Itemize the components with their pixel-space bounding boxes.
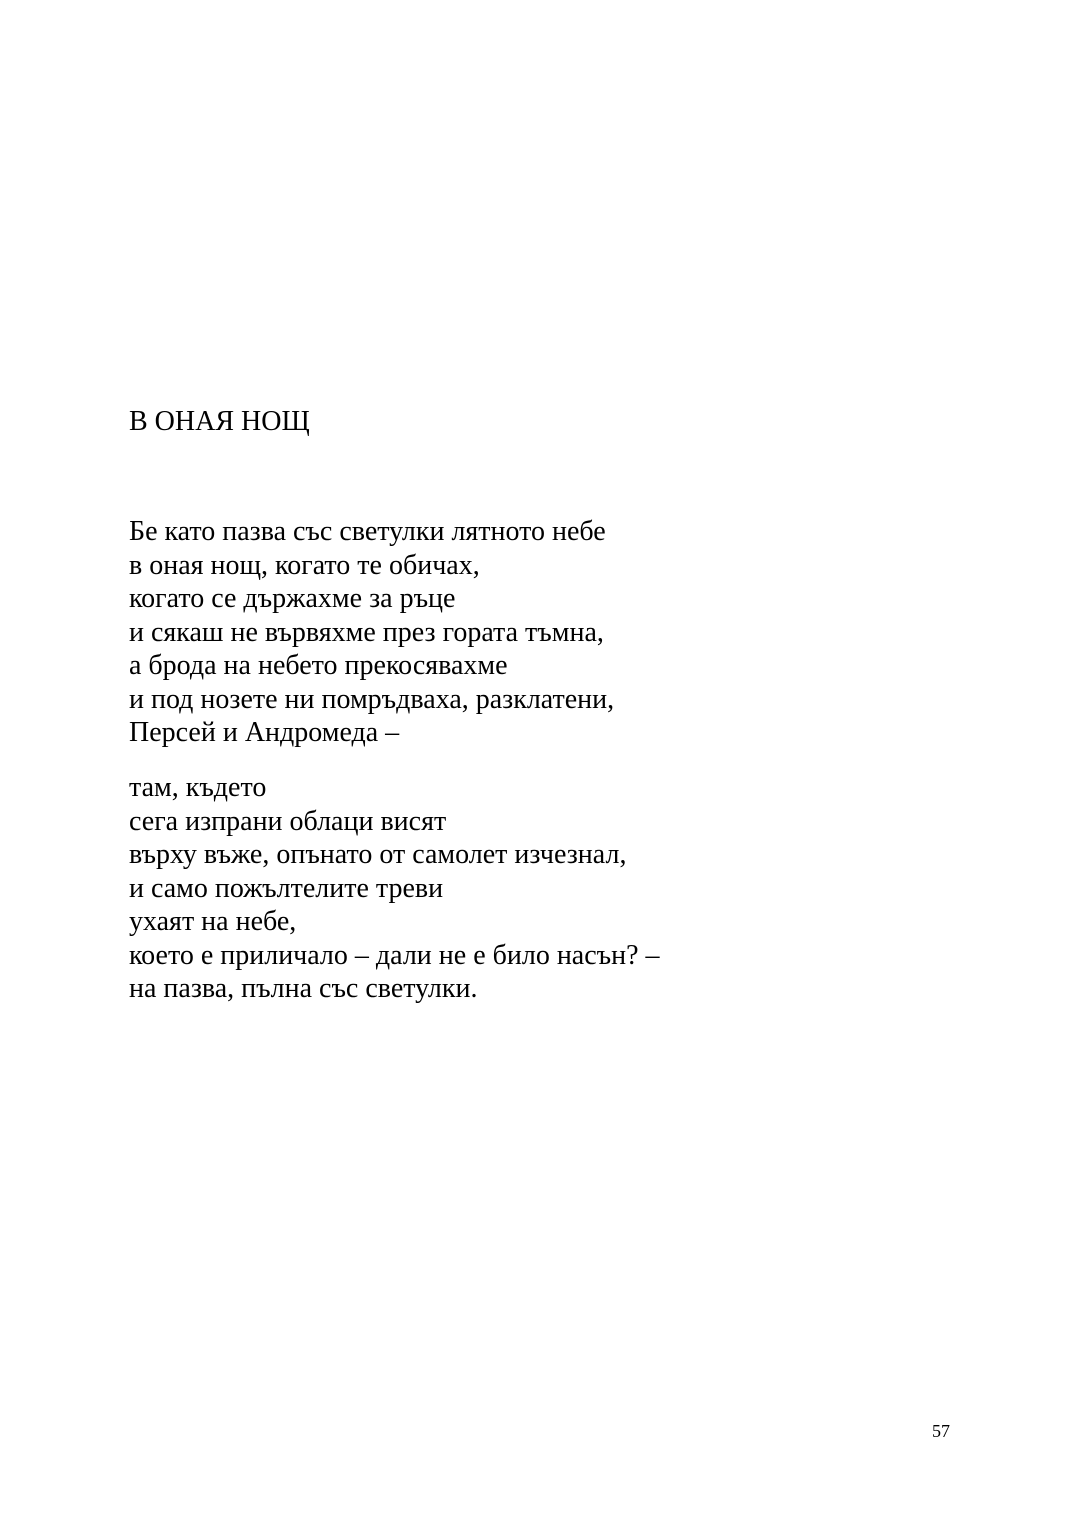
poem-line: Персей и Андромеда –: [129, 717, 400, 748]
poem-line: и сякаш не вървяхме през гората тъмна,: [129, 616, 604, 648]
poem-line: в оная нощ, когато те обичах,: [129, 549, 480, 581]
poem-line: и само пожълтелите треви: [129, 872, 444, 904]
poem-line: Бе като пазва със светулки лятното небе: [129, 516, 606, 547]
poem-line: на пазва, пълна със светулки.: [129, 973, 478, 1004]
stanza-2: [129, 771, 660, 1006]
stanza-1: [129, 515, 614, 750]
poem-line: там, където: [129, 772, 267, 803]
poem-line: което е приличало – дали не е било насън? –: [129, 939, 660, 971]
poem-line: върху въже, опънато от самолет изчезнал,: [129, 839, 627, 870]
poem-line: сега изпрани облаци висят: [129, 805, 447, 837]
poem-line: а брода на небето прекосявахме: [129, 650, 508, 681]
poem-title: В ОНАЯ НОЩ: [129, 406, 310, 437]
poem-line: когато се държахме за ръце: [129, 583, 456, 614]
poem-line: ухаят на небе,: [129, 906, 297, 937]
page-number: 57: [932, 1421, 950, 1441]
poem-line: и под нозете ни помръдваха, разклатени,: [129, 683, 615, 715]
